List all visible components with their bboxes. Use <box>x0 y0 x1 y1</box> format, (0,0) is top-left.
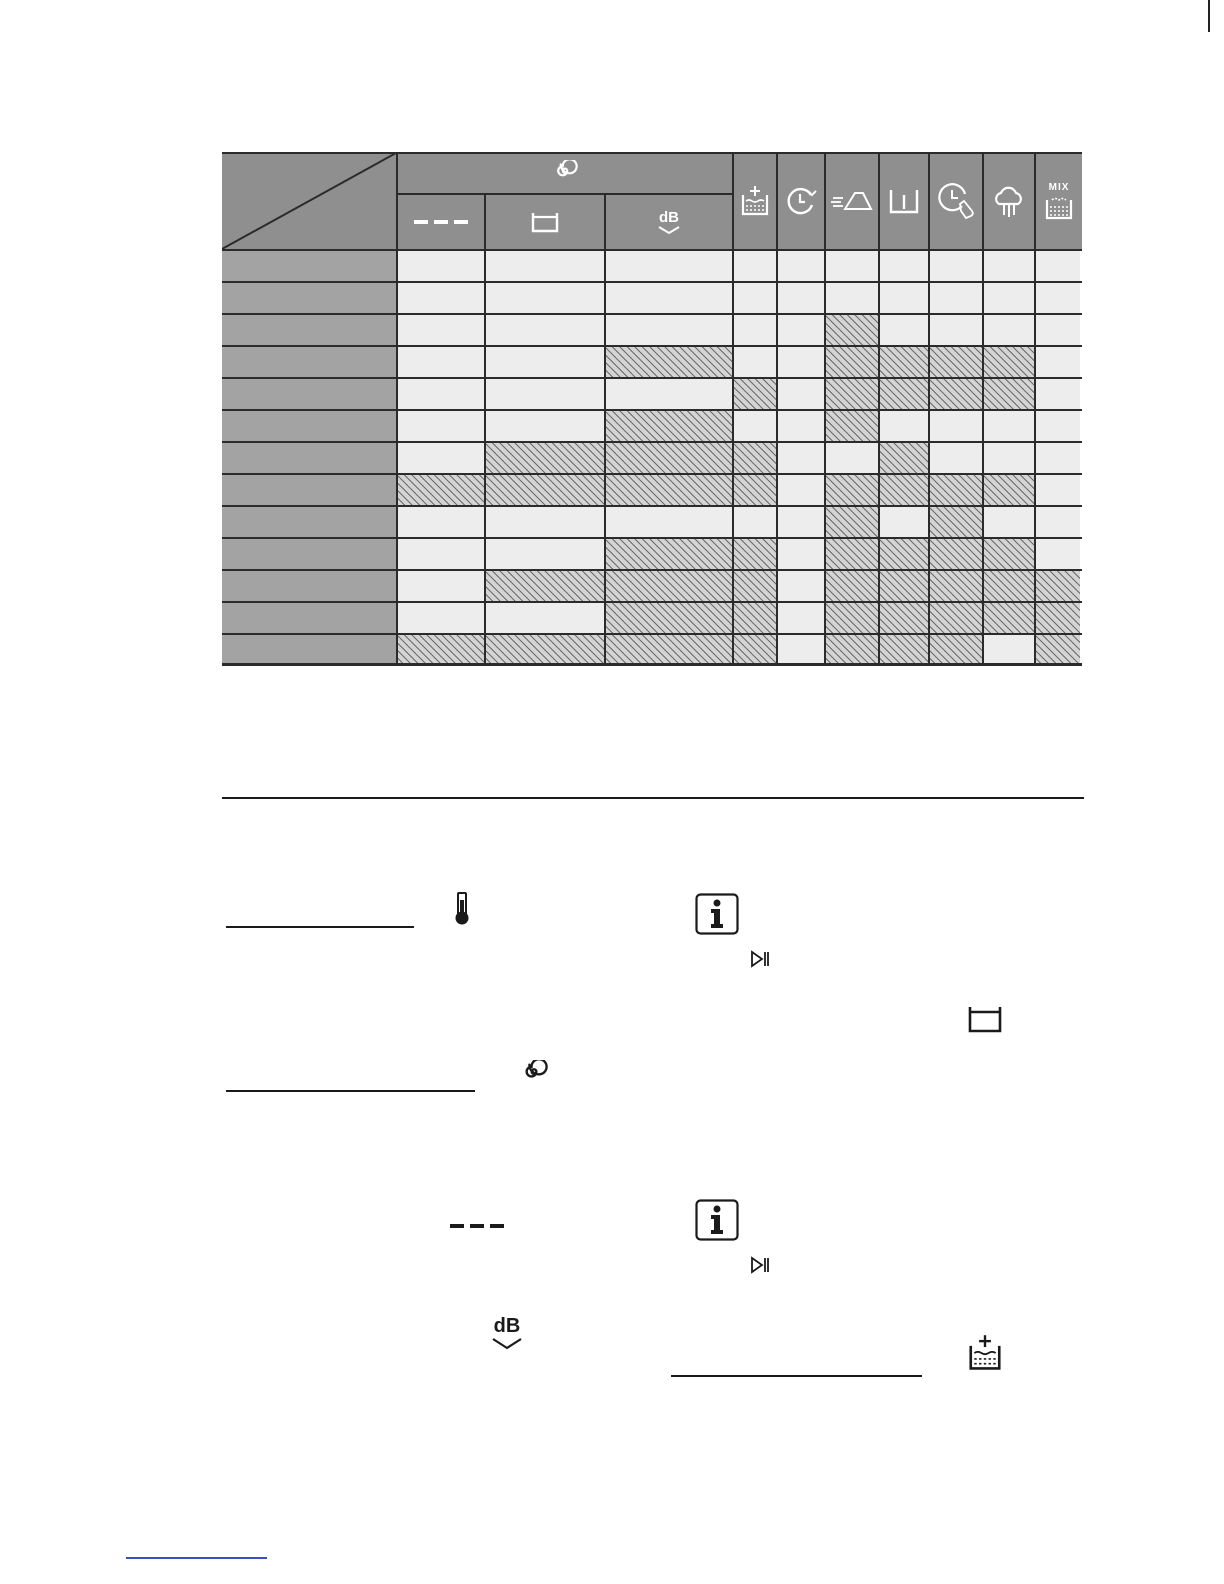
option-available-cell <box>398 571 484 601</box>
option-unavailable-cell <box>880 347 928 377</box>
column-divider <box>1034 249 1036 665</box>
night-cycle-db-icon <box>606 195 732 249</box>
column-divider <box>982 249 984 665</box>
column-divider <box>732 249 734 665</box>
option-available-cell <box>398 315 484 345</box>
option-available-cell <box>1036 507 1080 537</box>
option-unavailable-cell <box>734 603 776 633</box>
option-available-cell <box>398 347 484 377</box>
mix-icon <box>1036 153 1082 249</box>
column-divider <box>396 249 398 665</box>
header-diagonal <box>222 153 396 249</box>
option-unavailable-cell <box>606 635 732 665</box>
option-unavailable-cell <box>606 603 732 633</box>
option-available-cell <box>1036 411 1080 441</box>
spin-spiral-icon <box>520 1060 548 1088</box>
option-available-cell <box>984 283 1034 313</box>
option-unavailable-cell <box>930 475 982 505</box>
thermometer-icon <box>452 892 472 926</box>
option-unavailable-cell <box>826 347 878 377</box>
option-available-cell <box>984 635 1034 665</box>
info-icon <box>695 1199 739 1241</box>
option-unavailable-cell <box>734 475 776 505</box>
option-unavailable-cell <box>734 571 776 601</box>
option-unavailable-cell <box>826 315 878 345</box>
option-unavailable-cell <box>398 635 484 665</box>
row-divider <box>222 537 1082 539</box>
option-unavailable-cell <box>734 635 776 665</box>
option-available-cell <box>880 507 928 537</box>
option-available-cell <box>486 379 604 409</box>
option-available-cell <box>984 507 1034 537</box>
row-label-cell <box>222 283 396 313</box>
option-unavailable-cell <box>984 379 1034 409</box>
db-label: dB <box>493 1315 521 1337</box>
column-divider <box>824 249 826 665</box>
column-divider <box>484 249 486 665</box>
option-available-cell <box>930 315 982 345</box>
extra-rinse-heading-underline <box>671 1375 922 1377</box>
no-spin-dashes-icon <box>398 195 484 249</box>
column-divider <box>776 249 778 665</box>
row-label-cell <box>222 571 396 601</box>
option-unavailable-cell <box>880 571 928 601</box>
start-pause-icon <box>750 1256 770 1274</box>
option-available-cell <box>880 411 928 441</box>
option-unavailable-cell <box>606 539 732 569</box>
option-available-cell <box>606 315 732 345</box>
no-spin-dashes-icon <box>450 1222 504 1230</box>
option-available-cell <box>778 443 824 473</box>
option-unavailable-cell <box>930 635 982 665</box>
option-available-cell <box>734 411 776 441</box>
option-unavailable-cell <box>930 347 982 377</box>
spin-heading-underline <box>226 1090 475 1092</box>
option-unavailable-cell <box>826 571 878 601</box>
row-divider <box>222 345 1082 347</box>
option-unavailable-cell <box>984 475 1034 505</box>
option-unavailable-cell <box>880 603 928 633</box>
option-unavailable-cell <box>930 379 982 409</box>
row-label-cell <box>222 347 396 377</box>
option-unavailable-cell <box>1036 571 1080 601</box>
row-label-cell <box>222 315 396 345</box>
option-available-cell <box>826 283 878 313</box>
option-available-cell <box>778 571 824 601</box>
option-available-cell <box>778 379 824 409</box>
option-available-cell <box>778 539 824 569</box>
option-available-cell <box>1036 251 1080 281</box>
steam-icon <box>984 153 1034 249</box>
row-label-cell <box>222 539 396 569</box>
option-available-cell <box>778 315 824 345</box>
option-available-cell <box>606 507 732 537</box>
option-available-cell <box>778 475 824 505</box>
option-unavailable-cell <box>984 571 1034 601</box>
option-available-cell <box>398 603 484 633</box>
option-available-cell <box>486 603 604 633</box>
option-available-cell <box>1036 475 1080 505</box>
option-available-cell <box>778 507 824 537</box>
row-divider <box>222 473 1082 475</box>
option-unavailable-cell <box>486 635 604 665</box>
option-available-cell <box>1036 315 1080 345</box>
option-unavailable-cell <box>486 475 604 505</box>
row-divider <box>222 377 1082 379</box>
table-header <box>222 153 1082 249</box>
option-unavailable-cell <box>606 347 732 377</box>
option-unavailable-cell <box>826 475 878 505</box>
option-unavailable-cell <box>930 571 982 601</box>
option-unavailable-cell <box>984 539 1034 569</box>
option-unavailable-cell <box>880 379 928 409</box>
option-unavailable-cell <box>984 347 1034 377</box>
row-label-cell <box>222 635 396 665</box>
option-unavailable-cell <box>606 411 732 441</box>
option-available-cell <box>398 251 484 281</box>
option-unavailable-cell <box>606 475 732 505</box>
option-available-cell <box>486 347 604 377</box>
row-divider <box>222 313 1082 315</box>
option-available-cell <box>930 411 982 441</box>
option-available-cell <box>1036 539 1080 569</box>
margin-rule <box>1208 0 1210 32</box>
option-available-cell <box>778 283 824 313</box>
option-available-cell <box>1036 379 1080 409</box>
table-bottom-border <box>222 663 1082 666</box>
option-available-cell <box>398 507 484 537</box>
option-available-cell <box>486 411 604 441</box>
row-label-cell <box>222 443 396 473</box>
option-available-cell <box>930 443 982 473</box>
option-unavailable-cell <box>826 539 878 569</box>
option-unavailable-cell <box>1036 603 1080 633</box>
rinse-hold-tub-icon <box>967 1004 1003 1034</box>
row-divider <box>222 409 1082 411</box>
option-unavailable-cell <box>398 475 484 505</box>
option-unavailable-cell <box>486 571 604 601</box>
option-unavailable-cell <box>984 603 1034 633</box>
row-label-cell <box>222 251 396 281</box>
column-divider <box>604 249 606 665</box>
option-available-cell <box>930 251 982 281</box>
section-divider <box>222 797 1084 799</box>
column-divider <box>878 249 880 665</box>
night-cycle-db-icon <box>490 1316 524 1355</box>
option-available-cell <box>880 283 928 313</box>
option-available-cell <box>734 251 776 281</box>
option-available-cell <box>984 251 1034 281</box>
option-unavailable-cell <box>880 635 928 665</box>
extra-rinse-icon <box>734 153 776 249</box>
table-body <box>222 249 1082 665</box>
extra-rinse-icon <box>967 1334 1003 1372</box>
option-available-cell <box>930 283 982 313</box>
column-divider <box>928 249 930 665</box>
option-unavailable-cell <box>930 507 982 537</box>
option-available-cell <box>398 283 484 313</box>
mix-label: MIX <box>1048 182 1070 193</box>
option-available-cell <box>984 411 1034 441</box>
option-available-cell <box>734 283 776 313</box>
row-divider <box>222 569 1082 571</box>
info-icon <box>695 893 739 935</box>
option-unavailable-cell <box>880 443 928 473</box>
option-available-cell <box>486 315 604 345</box>
rinse-hold-tub-icon <box>486 195 604 249</box>
row-label-cell <box>222 603 396 633</box>
option-available-cell <box>398 539 484 569</box>
row-label-cell <box>222 411 396 441</box>
option-available-cell <box>734 507 776 537</box>
row-label-cell <box>222 379 396 409</box>
option-available-cell <box>880 251 928 281</box>
option-available-cell <box>826 443 878 473</box>
option-available-cell <box>606 251 732 281</box>
option-available-cell <box>778 635 824 665</box>
option-available-cell <box>1036 443 1080 473</box>
row-divider <box>222 249 1082 251</box>
option-available-cell <box>778 603 824 633</box>
option-unavailable-cell <box>880 475 928 505</box>
option-unavailable-cell <box>734 443 776 473</box>
option-available-cell <box>778 411 824 441</box>
option-available-cell <box>880 315 928 345</box>
row-label-cell <box>222 507 396 537</box>
option-available-cell <box>398 379 484 409</box>
time-save-icon <box>778 153 824 249</box>
row-divider <box>222 601 1082 603</box>
start-pause-icon <box>750 950 770 968</box>
option-available-cell <box>398 443 484 473</box>
option-unavailable-cell <box>880 539 928 569</box>
option-available-cell <box>1036 347 1080 377</box>
option-unavailable-cell <box>826 507 878 537</box>
spin-spiral-icon <box>398 153 732 193</box>
option-unavailable-cell <box>826 603 878 633</box>
row-divider <box>222 633 1082 635</box>
option-unavailable-cell <box>826 411 878 441</box>
option-available-cell <box>984 443 1034 473</box>
option-available-cell <box>486 251 604 281</box>
option-available-cell <box>606 379 732 409</box>
option-unavailable-cell <box>606 443 732 473</box>
option-unavailable-cell <box>930 603 982 633</box>
option-available-cell <box>734 347 776 377</box>
option-available-cell <box>1036 283 1080 313</box>
delay-start-icon <box>930 153 982 249</box>
option-unavailable-cell <box>734 379 776 409</box>
prewash-tub-icon <box>880 153 928 249</box>
row-label-cell <box>222 475 396 505</box>
row-divider <box>222 281 1082 283</box>
option-available-cell <box>734 315 776 345</box>
option-unavailable-cell <box>606 571 732 601</box>
db-label: dB <box>659 208 679 226</box>
row-divider <box>222 441 1082 443</box>
option-available-cell <box>778 251 824 281</box>
options-compatibility-table <box>222 153 1082 665</box>
option-unavailable-cell <box>826 379 878 409</box>
option-unavailable-cell <box>1036 635 1080 665</box>
option-unavailable-cell <box>930 539 982 569</box>
option-available-cell <box>486 283 604 313</box>
option-available-cell <box>486 539 604 569</box>
option-available-cell <box>984 315 1034 345</box>
option-available-cell <box>486 507 604 537</box>
footer-link-underline[interactable] <box>126 1557 267 1559</box>
option-unavailable-cell <box>486 443 604 473</box>
row-divider <box>222 505 1082 507</box>
option-unavailable-cell <box>734 539 776 569</box>
option-unavailable-cell <box>826 635 878 665</box>
option-available-cell <box>826 251 878 281</box>
temperature-heading-underline <box>226 926 414 928</box>
option-available-cell <box>606 283 732 313</box>
option-available-cell <box>778 347 824 377</box>
easy-iron-icon <box>826 153 878 249</box>
option-available-cell <box>398 411 484 441</box>
